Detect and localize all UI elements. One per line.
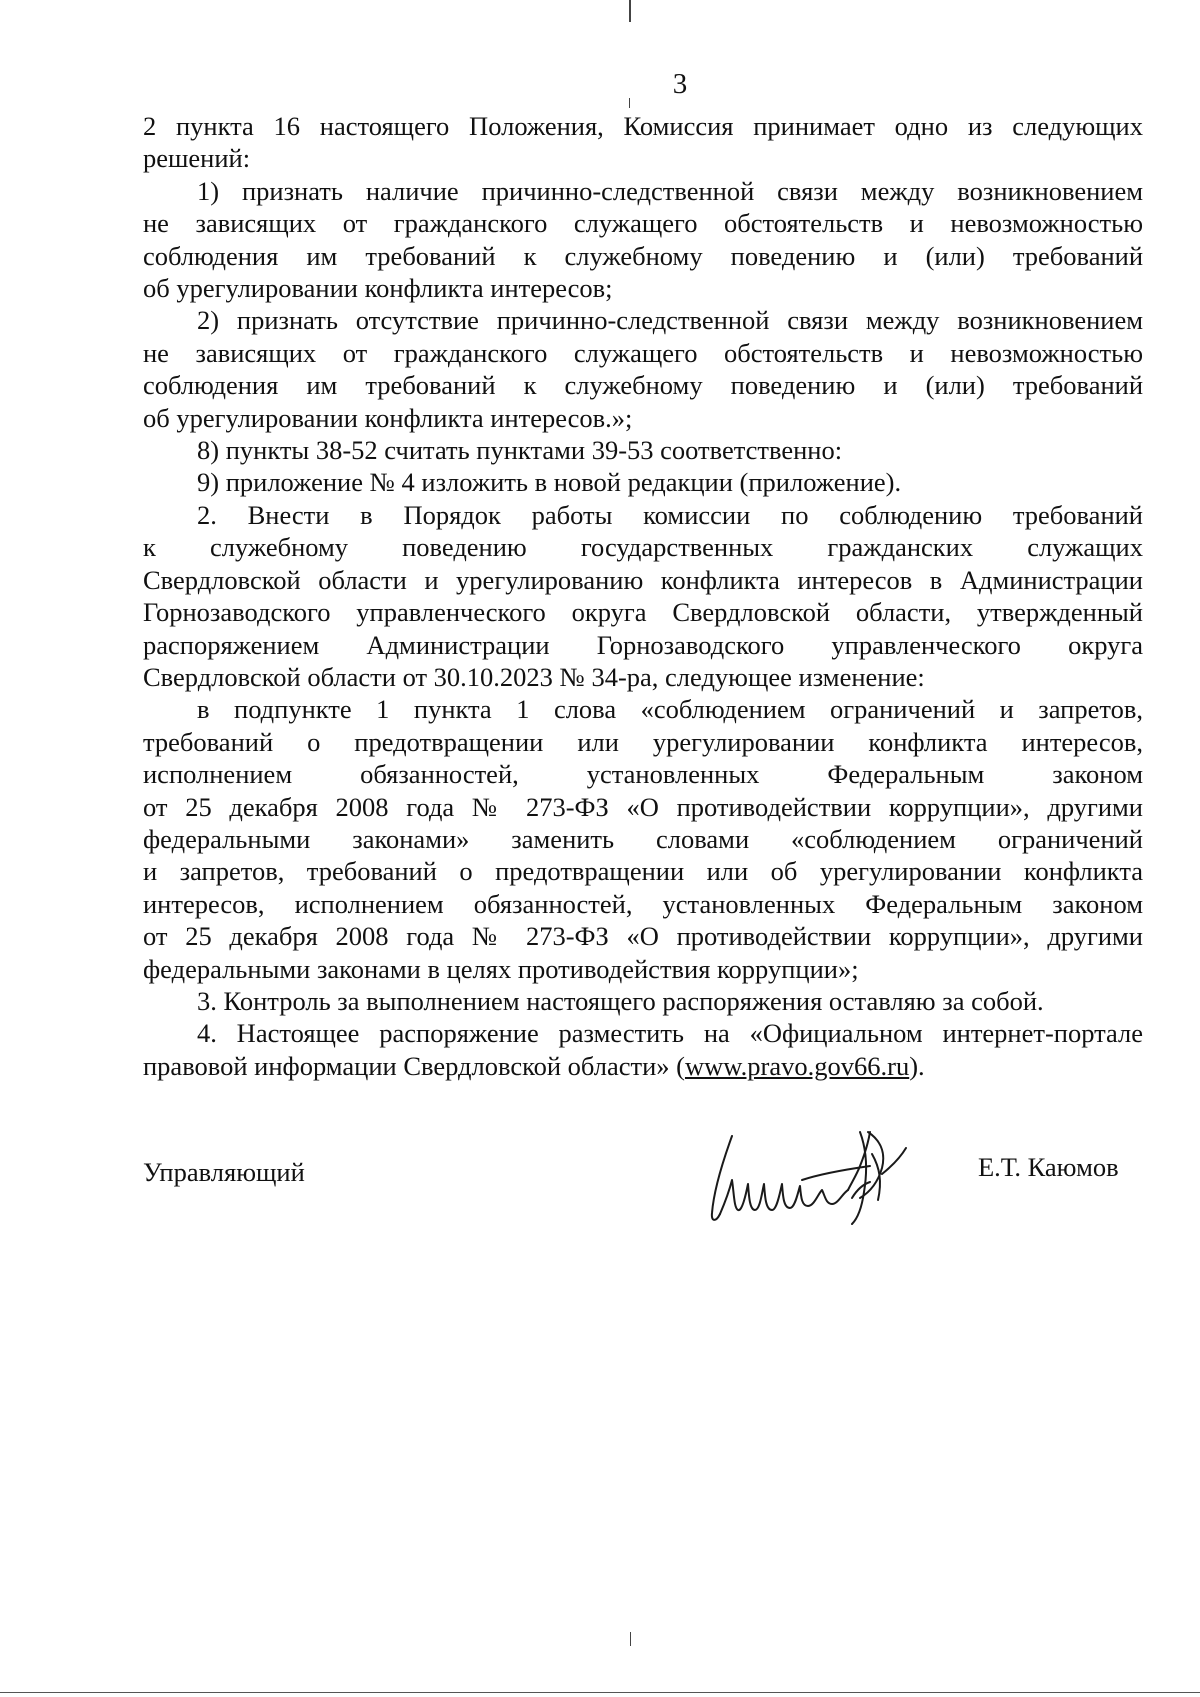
- text-line: не зависящих от гражданского служащего обстоятельств и невозможностью: [143, 337, 1143, 368]
- text-line: от 25 декабря 2008 года № 273-ФЗ «О противодействии коррупции», другими: [143, 921, 1143, 952]
- text-line: об урегулировании конфликта интересов.»;: [143, 402, 633, 433]
- page-bottom-edge: [0, 1692, 1200, 1693]
- text-line: распоряжением Администрации Горнозаводского управленческого округа: [143, 629, 1143, 660]
- scan-mark-top: [629, 0, 631, 22]
- text-segment: ).: [909, 1050, 925, 1081]
- text-line: Свердловской области и урегулированию конфликта интересов в Администрации: [143, 564, 1143, 595]
- text-line: об урегулировании конфликта интересов;: [143, 273, 613, 304]
- text-line-with-link: [143, 1050, 1143, 1082]
- text-line: исполнением обязанностей, установленных Федеральным законом: [143, 759, 1143, 790]
- text-line: 2 пункта 16 настоящего Положения, Комиссия принимает одно из следующих: [143, 111, 1143, 141]
- text-line: Горнозаводского управленческого округа Свердловской области, утвержденный: [143, 597, 1143, 628]
- text-line: требований о предотвращении или урегулировании конфликта интересов,: [143, 726, 1143, 757]
- text-line: 2. Внести в Порядок работы комиссии по соблюдению требований: [197, 499, 1143, 530]
- handwritten-signature: [702, 1118, 917, 1233]
- text-line: 8) пункты 38-52 считать пунктами 39-53 соответственно:: [197, 435, 843, 466]
- text-line: федеральными законами» заменить словами «соблюдением ограничений: [143, 823, 1143, 854]
- text-line: 4. Настоящее распоряжение разместить на «Официальном интернет-портале: [197, 1018, 1143, 1049]
- signatory-name: Е.Т. Каюмов: [978, 1152, 1119, 1182]
- text-line: к служебному поведению государственных гражданских служащих: [143, 532, 1143, 563]
- text-line: Свердловской области от 30.10.2023 № 34-ра, следующее изменение:: [143, 661, 925, 692]
- portal-link[interactable]: www.pravo.gov66.ru: [684, 1050, 910, 1081]
- scan-mark-bottom: [630, 1632, 631, 1646]
- text-line: решений:: [143, 143, 251, 174]
- signatory-position: Управляющий: [143, 1157, 305, 1187]
- text-line: соблюдения им требований к служебному поведению и (или) требований: [143, 240, 1143, 271]
- text-line: 3. Контроль за выполнением настоящего распоряжения оставляю за собой.: [197, 985, 1044, 1016]
- text-line: и запретов, требований о предотвращении или об урегулировании конфликта: [143, 856, 1143, 887]
- text-line: федеральными законами в целях противодействия коррупции»;: [143, 953, 859, 984]
- text-segment: правовой информации Свердловской области» (: [143, 1050, 685, 1081]
- text-line: от 25 декабря 2008 года № 273-ФЗ «О противодействии коррупции», другими: [143, 791, 1143, 822]
- text-line: 2) признать отсутствие причинно-следственной связи между возникновением: [197, 305, 1143, 336]
- text-line: 9) приложение № 4 изложить в новой редакции (приложение).: [197, 467, 902, 498]
- text-line: интересов, исполнением обязанностей, установленных Федеральным законом: [143, 888, 1143, 919]
- page-number: 3: [672, 68, 688, 100]
- text-line: не зависящих от гражданского служащего обстоятельств и невозможностью: [143, 208, 1143, 239]
- text-line: в подпункте 1 пункта 1 слова «соблюдением ограничений и запретов,: [197, 694, 1143, 725]
- text-line: 1) признать наличие причинно-следственной связи между возникновением: [197, 175, 1143, 206]
- document-body: [143, 110, 1143, 1082]
- text-line: соблюдения им требований к служебному поведению и (или) требований: [143, 370, 1143, 401]
